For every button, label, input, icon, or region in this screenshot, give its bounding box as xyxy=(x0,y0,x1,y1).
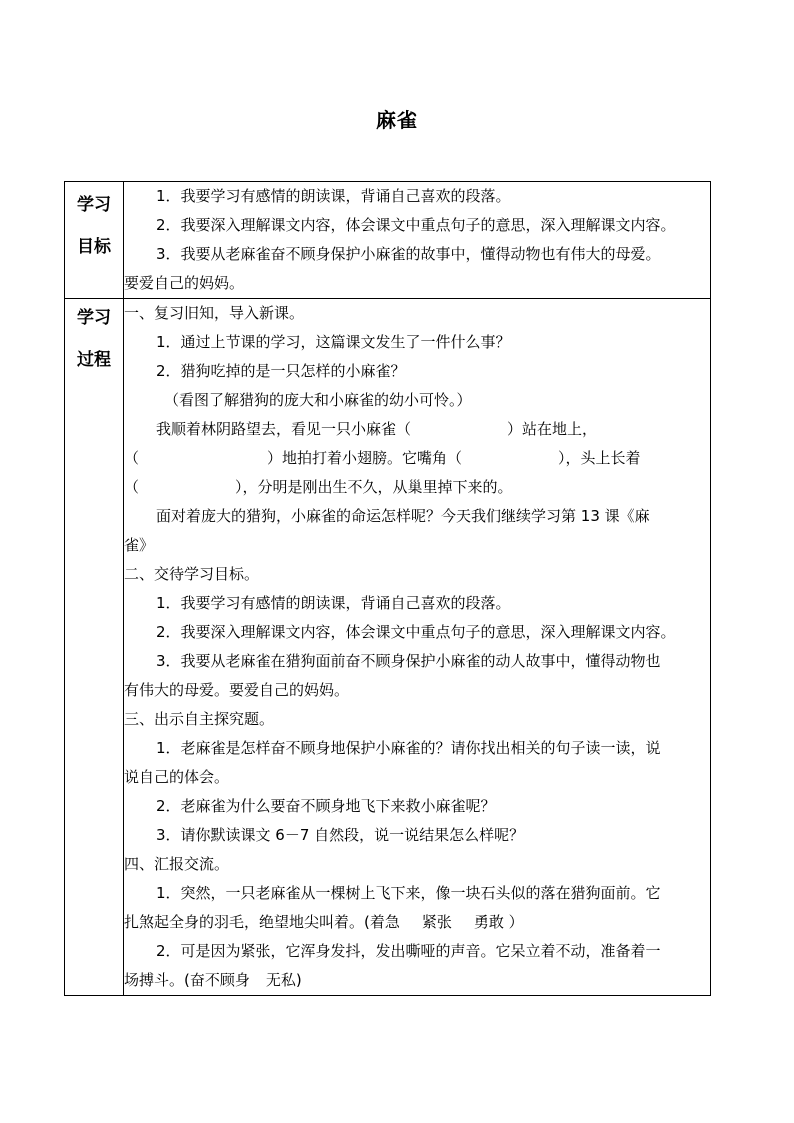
process-content xyxy=(124,299,711,996)
section-4-paragraph-2: 2．可是因为紧张，它浑身发抖，发出嘶哑的声音。它呆立着不动，准备着一 xyxy=(156,942,661,960)
section-1-question-1: 1．通过上节课的学习，这篇课文发生了一件什么事？ xyxy=(156,333,511,351)
label-goals-top: 学习 xyxy=(77,195,111,215)
label-process-bottom: 过程 xyxy=(77,350,111,370)
fill-blank-line-2 xyxy=(124,444,710,473)
section-3-question-1-cont: 说自己的体会。 xyxy=(124,768,230,786)
section-1-heading: 一、复习旧知，导入新课。 xyxy=(124,304,305,322)
section-3-question-2: 2．老麻雀为什么要奋不顾身地飞下来救小麻雀呢？ xyxy=(156,797,496,815)
section-3-question-1: 1．老麻雀是怎样奋不顾身地保护小麻雀的？请你找出相关的句子读一读，说 xyxy=(156,739,661,757)
section-2-goal-3-cont: 有伟大的母爱。要爱自己的妈妈。 xyxy=(124,681,350,699)
section-2-goal-3: 3．我要从老麻雀在猎狗面前奋不顾身保护小麻雀的动人故事中，懂得动物也 xyxy=(156,652,661,670)
goal-line-4: 要爱自己的妈妈。 xyxy=(124,274,245,292)
label-cell-process xyxy=(65,299,124,996)
keyword: 无私) xyxy=(265,971,302,989)
fill-text: ），头上长着 xyxy=(558,449,641,467)
keyword: 勇敢 ） xyxy=(473,913,524,931)
intro-line-2: 雀》 xyxy=(124,536,155,554)
label-goals-bottom: 目标 xyxy=(77,237,111,257)
table-row-process xyxy=(65,299,711,996)
paragraph-text: 场搏斗。(奋不顾身 xyxy=(124,971,250,989)
section-1-hint: （看图了解猎狗的庞大和小麻雀的幼小可怜。） xyxy=(164,391,472,409)
fill-text: （ xyxy=(124,449,140,467)
section-4-paragraph-1-cont xyxy=(124,908,710,937)
page-title: 麻雀 xyxy=(376,108,418,132)
goal-line-2: 2．我要深入理解课文内容，体会课文中重点句子的意思，深入理解课文内容。 xyxy=(156,216,676,234)
paragraph-text: 扎煞起全身的羽毛，绝望地尖叫着。(着急 xyxy=(124,913,400,931)
section-1-question-2: 2．猎狗吃掉的是一只怎样的小麻雀？ xyxy=(156,362,406,380)
fill-blank-line-3 xyxy=(124,473,710,502)
fill-text: （ xyxy=(124,478,140,496)
section-4-heading: 四、汇报交流。 xyxy=(124,855,230,873)
fill-text: 我顺着林阴路望去，看见一只小麻雀（ xyxy=(156,420,412,438)
table-row-goals xyxy=(65,182,711,299)
section-2-goal-2: 2．我要深入理解课文内容，体会课文中重点句子的意思，深入理解课文内容。 xyxy=(156,623,676,641)
section-3-heading: 三、出示自主探究题。 xyxy=(124,710,275,728)
fill-blank-line-1 xyxy=(124,415,710,444)
section-2-goal-1: 1．我要学习有感情的朗读课，背诵自己喜欢的段落。 xyxy=(156,594,511,612)
keyword: 紧张 xyxy=(421,913,452,931)
section-2-heading: 二、交待学习目标。 xyxy=(124,565,260,583)
intro-line-1: 面对着庞大的猎狗，小麻雀的命运怎样呢？今天我们继续学习第 13 课《麻 xyxy=(156,507,650,525)
label-process-top: 学习 xyxy=(77,308,111,328)
fill-text: ）地拍打着小翅膀。它嘴角（ xyxy=(267,449,463,467)
section-4-paragraph-2-cont xyxy=(124,966,710,995)
fill-text: ）站在地上， xyxy=(507,420,598,438)
goals-content xyxy=(124,182,711,299)
lesson-plan-table xyxy=(64,181,711,996)
goal-line-3: 3．我要从老麻雀奋不顾身保护小麻雀的故事中，懂得动物也有伟大的母爱。 xyxy=(156,245,661,263)
label-cell-goals xyxy=(65,182,124,299)
section-4-paragraph-1: 1．突然，一只老麻雀从一棵树上飞下来，像一块石头似的落在猎狗面前。它 xyxy=(156,884,661,902)
fill-text: ），分明是刚出生不久，从巢里掉下来的。 xyxy=(235,478,513,496)
goal-line-1: 1．我要学习有感情的朗读课，背诵自己喜欢的段落。 xyxy=(156,187,511,205)
section-3-question-3: 3．请你默读课文 6－7 自然段，说一说结果怎么样呢？ xyxy=(156,826,525,844)
